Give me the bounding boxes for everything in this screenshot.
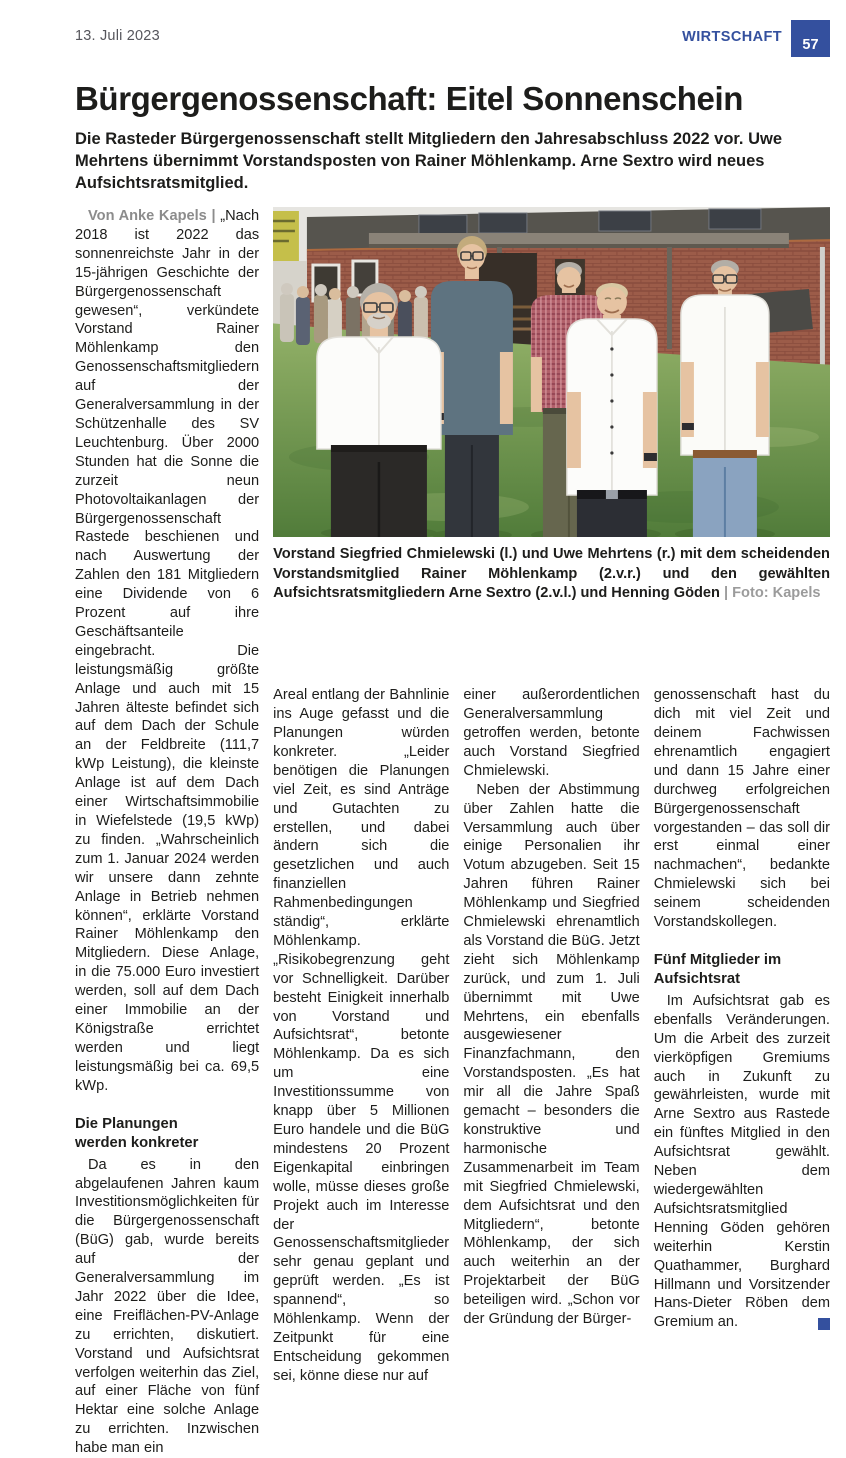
article-body	[75, 207, 830, 1458]
photo-block	[273, 207, 830, 676]
caption-text: Vorstand Siegfried Chmielewski (l.) und Uwe Mehrtens (r.) mit dem scheidenden Vorstandsmitglied Rainer Möhlenkamp (2.v.r.) und den gewählten Aufsichtsratsmitgliedern Arne Sextro (2.v.l.) und Henning Göden	[273, 546, 830, 602]
paragraph: Da es in den abgelaufenen Jahren kaum Investitionsmöglichkeiten für die Bürgergenossenschaft (BüG) gab, wurde bereits auf der Generalversammlung im Jahr 2022 über die Idee, eine Freiflächen-PV-Anlage zu errichten, diskutiert. Vorstand und Aufsichtsrat verfolgen weiterhin das Ziel, auf einer Fläche von fünf Hektar eine solche Anlage zu errichten. Inzwischen habe man ein	[75, 1156, 260, 1457]
subheading-line: werden konkreter	[75, 1134, 199, 1151]
column-1	[75, 207, 259, 1458]
photo-credit: | Foto: Kapels	[724, 585, 821, 602]
column-3	[463, 686, 639, 1458]
subheading-line: Fünf Mitglieder im	[653, 951, 782, 968]
subheading-aufsichtsrat	[654, 951, 830, 989]
paragraph: Neben der Abstimmung über Zahlen hatte die Versammlung auch über einige Personalien ihr Votum abzugeben. Seit 15 Jahren führen Rainer Möhlenkamp und Siegfried Chmielewski ehrenamtlich als Vorstand die BüG. Jetzt zieht sich Möhlenkamp zurück, und zum 1. Juli übernimmt mit Uwe Mehrtens, ein ebenfalls ausgewiesener Finanzfachmann, den Vorstandsposten. „Es hat mir all die Jahre Spaß gemacht – besonders die konstruktive und harmonische Zusammenarbeit im Team mit Siegfried Chmielewski, dem Aufsichtsrat und den Mitgliedern“, betonte Möhlenkamp, der sich auch weiterhin an der Projektarbeit der BüG beteiligen wird. „Schon vor der Gründung der Bürger-	[463, 781, 640, 1328]
photo-caption	[273, 545, 830, 604]
article-title: Bürgergenossenschaft: Eitel Sonnenschein	[75, 80, 743, 117]
subheading-planungen	[75, 1115, 259, 1153]
subheading-line: Aufsichtsrat	[653, 970, 741, 987]
paragraph	[654, 992, 830, 1332]
header-date: 13. Juli 2023	[75, 28, 160, 44]
page-header	[75, 20, 830, 64]
paragraph-text: „Nach 2018 ist 2022 das sonnenreichste Jahr in der 15-jährigen Geschichte der Bürgergenossenschaft gewesen“, verkündete Vorstand Rainer Möhlenkamp den Genossenschaftsmitgliedern auf der Generalversammlung in der Schützenhalle des SV Leuchtenburg. Über 2000 Stunden hat die Sonne die zurzeit neun Photovoltaikanlagen der Bürgergenossenschaft Rastede beschienen und nach Auswertung der Zahlen den 181 Mitgliedern eine Dividende von 6 Prozent auf ihre Geschäftsanteile eingebracht. Die leistungsmäßig größte Anlage und auch mit 15 Jahren älteste befindet sich auf dem Dach der Schule an der Feldbreite (111,7 kWp Leistung), die kleinste Anlage ist auf dem Dach einer Wirtschaftsimmobilie in Wiefelstede (19,5 kWp) zu finden. „Wahrscheinlich zum 1. Januar 2024 werden wir unsere dann zehnte Anlage in Betrieb nehmen können“, erklärte Vorstand Rainer Möhlenkamp den Mitgliedern. Diese Anlage, in die 75.000 Euro investiert werden, soll auf dem Dach einer Immobilie an der Königstraße errichtet werden und liegt leistungsmäßig bei ca. 69,5 kWp.	[75, 208, 260, 1094]
person-arne-sextro	[567, 283, 657, 537]
article-deck: Die Rasteder Bürgergenossenschaft stellt Mitgliedern den Jahresabschluss 2022 vor. Uwe Mehrtens übernimmt Vorstandsposten von Rainer Möhlenkamp. Arne Sextro wird neues Aufsichtsratsmitglied.	[75, 130, 783, 192]
section-header	[682, 20, 830, 57]
end-of-article-marker	[818, 1318, 830, 1330]
subheading-line: Die Planungen	[75, 1115, 178, 1132]
paragraph	[75, 207, 259, 1096]
paragraph-text: Im Aufsichtsrat gab es ebenfalls Veränderungen. Um die Arbeit des zurzeit vierköpfigen Gremiums auch in Zukunft zu gewährleisten, wurde mit Arne Sextro aus Rastede ein fünftes Mitglied in den Aufsichtsrat gewählt. Neben dem wiedergewählten Aufsichtsratsmitglied Henning Göden gehören weiterhin Kerstin Quathammer, Burghard Hillmann und Vorsitzender Hans-Dieter Röben dem Gremium an.	[653, 992, 830, 1331]
article-photo	[273, 207, 830, 537]
byline: Von Anke Kapels |	[88, 208, 216, 224]
paragraph: Areal entlang der Bahnlinie ins Auge gefasst und die Planungen würden konkreter. „Leider benötigen die Planungen viel Zeit, es sind Anträge und Gutachten zu erstellen, und dabei ändern sich die gesetzlichen und auch finanziellen Rahmenbedingungen ständig“, erklärte Möhlenkamp. „Risikobegrenzung geht vor Schnelligkeit. Darüber besteht Einigkeit innerhalb von Vorstand und Aufsichtsrat“, betonte Möhlenkamp. Da es sich um eine Investitionssumme von knapp über 5 Millionen Euro handele und die BüG mindestens 20 Prozent Eigenkapital einbringen wolle, müsse dieses große Projekt auch im Interesse der Genossenschaftsmitglieder sehr genau geplant und geprüft werden. „Es ist spannend“, so Möhlenkamp. Wenn der Zeitpunkt für eine Entscheidung gekommen sei, könne diese nur auf	[273, 687, 450, 1384]
page-number-badge: 57	[791, 20, 830, 57]
photo-illustration	[273, 207, 830, 537]
paragraph: einer außerordentlichen Generalversammlung getroffen werden, betonte auch Vorstand Siegfried Chmielewski.	[463, 687, 640, 779]
paragraph: genossenschaft hast du dich mit viel Zeit und deinem Fachwissen ehrenamtlich engagiert und dann 15 Jahre einer durchweg erfolgreichen Bürgergenossenschaft vorgestanden – das soll dir erst einmal einer nachmachen“, bedankte Chmielewski sich bei seinem scheidenden Vorstandskollegen.	[653, 687, 830, 931]
column-2	[273, 686, 449, 1458]
column-4	[654, 686, 830, 1458]
section-label: WIRTSCHAFT	[682, 29, 782, 45]
person-henning-goeden	[681, 260, 769, 537]
